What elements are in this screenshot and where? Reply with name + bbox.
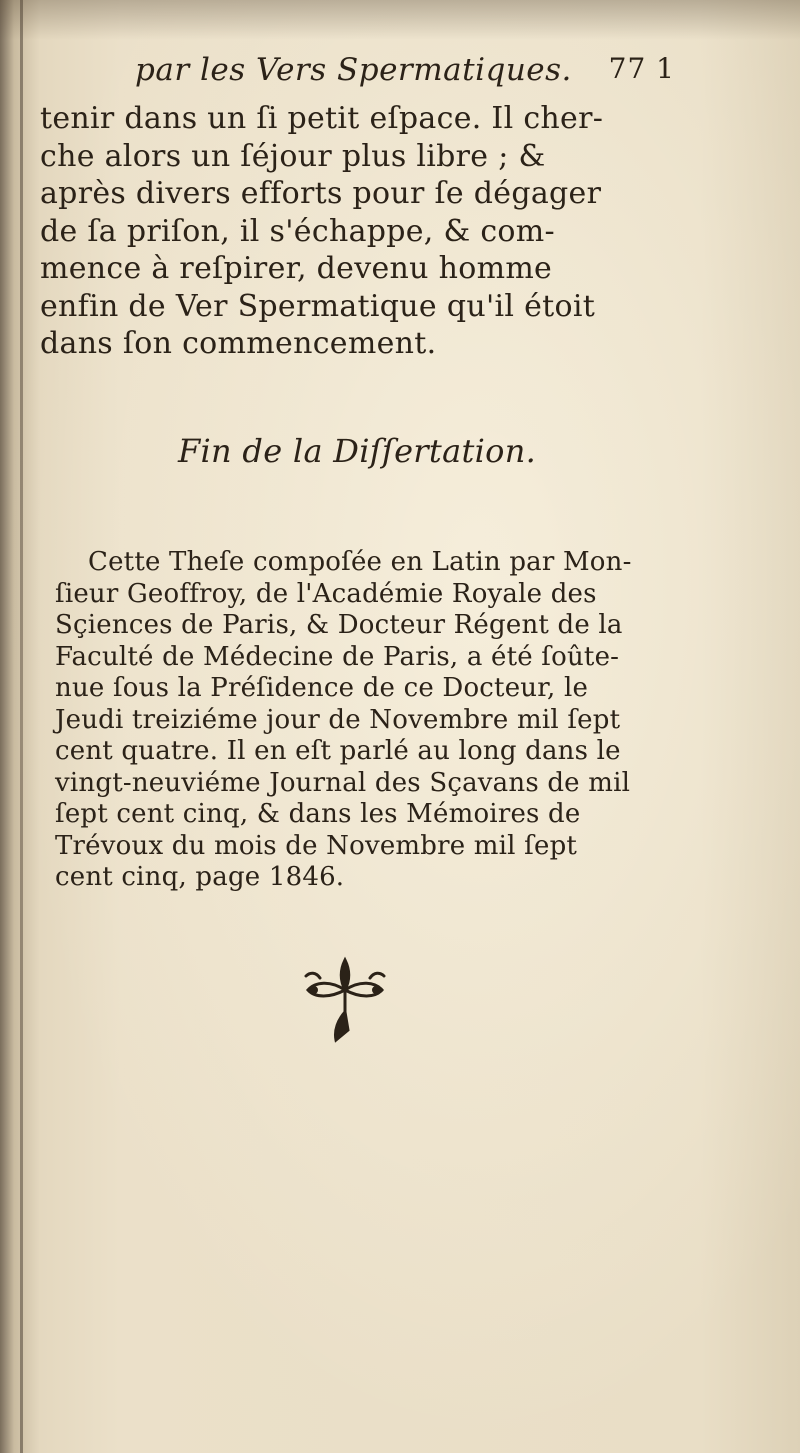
text-line: enfin de Ver Spermatique qu'il étoit: [40, 288, 596, 324]
note-line: Trévoux du mois de Novembre mil ſept: [55, 830, 578, 861]
text-line: tenir dans un ſi petit eſpace. Il cher-: [40, 101, 604, 136]
text-line: mence à reſpirer, devenu homme: [40, 251, 553, 286]
page-gutter: [20, 0, 23, 1453]
closing-title: Fin de la Diſſertation.: [178, 432, 537, 470]
main-paragraph: [40, 100, 690, 363]
note-line: ſept cent cinq, & dans les Mémoires de: [55, 799, 581, 829]
note-line: cent cinq, page 1846.: [55, 862, 345, 892]
running-head: par les Vers Spermatiques.: [135, 52, 572, 88]
note-line: vingt-neuviéme Journal des Sçavans de mil: [55, 767, 631, 798]
page-number: 77 1: [608, 52, 675, 85]
text-line: de ſa priſon, il s'échappe, & com-: [40, 213, 555, 249]
page-header: [135, 52, 675, 94]
text-line: dans ſon commencement.: [40, 326, 437, 361]
note-line: cent quatre. Il en eſt parlé au long dans le: [55, 736, 621, 766]
note-line: Jeudi treiziéme jour de Novembre mil ſept: [55, 704, 621, 735]
text-line: che alors un ſéjour plus libre ; &: [40, 138, 546, 174]
text-line: après divers efforts pour ſe dégager: [40, 176, 602, 211]
note-line: Faculté de Médecine de Paris, a été ſoûte-: [55, 641, 620, 672]
note-line: Cette Theſe compoſée en Latin par Mon-: [88, 547, 632, 577]
page-top-edge: [0, 0, 800, 40]
note-line: nue ſous la Préſidence de ce Docteur, le: [55, 673, 589, 703]
note-line: Sçiences de Paris, & Docteur Régent de la: [55, 610, 623, 640]
publication-note: [55, 547, 695, 894]
floral-ornament-icon: [300, 950, 390, 1050]
note-line: ſieur Geoffroy, de l'Académie Royale des: [55, 578, 597, 609]
